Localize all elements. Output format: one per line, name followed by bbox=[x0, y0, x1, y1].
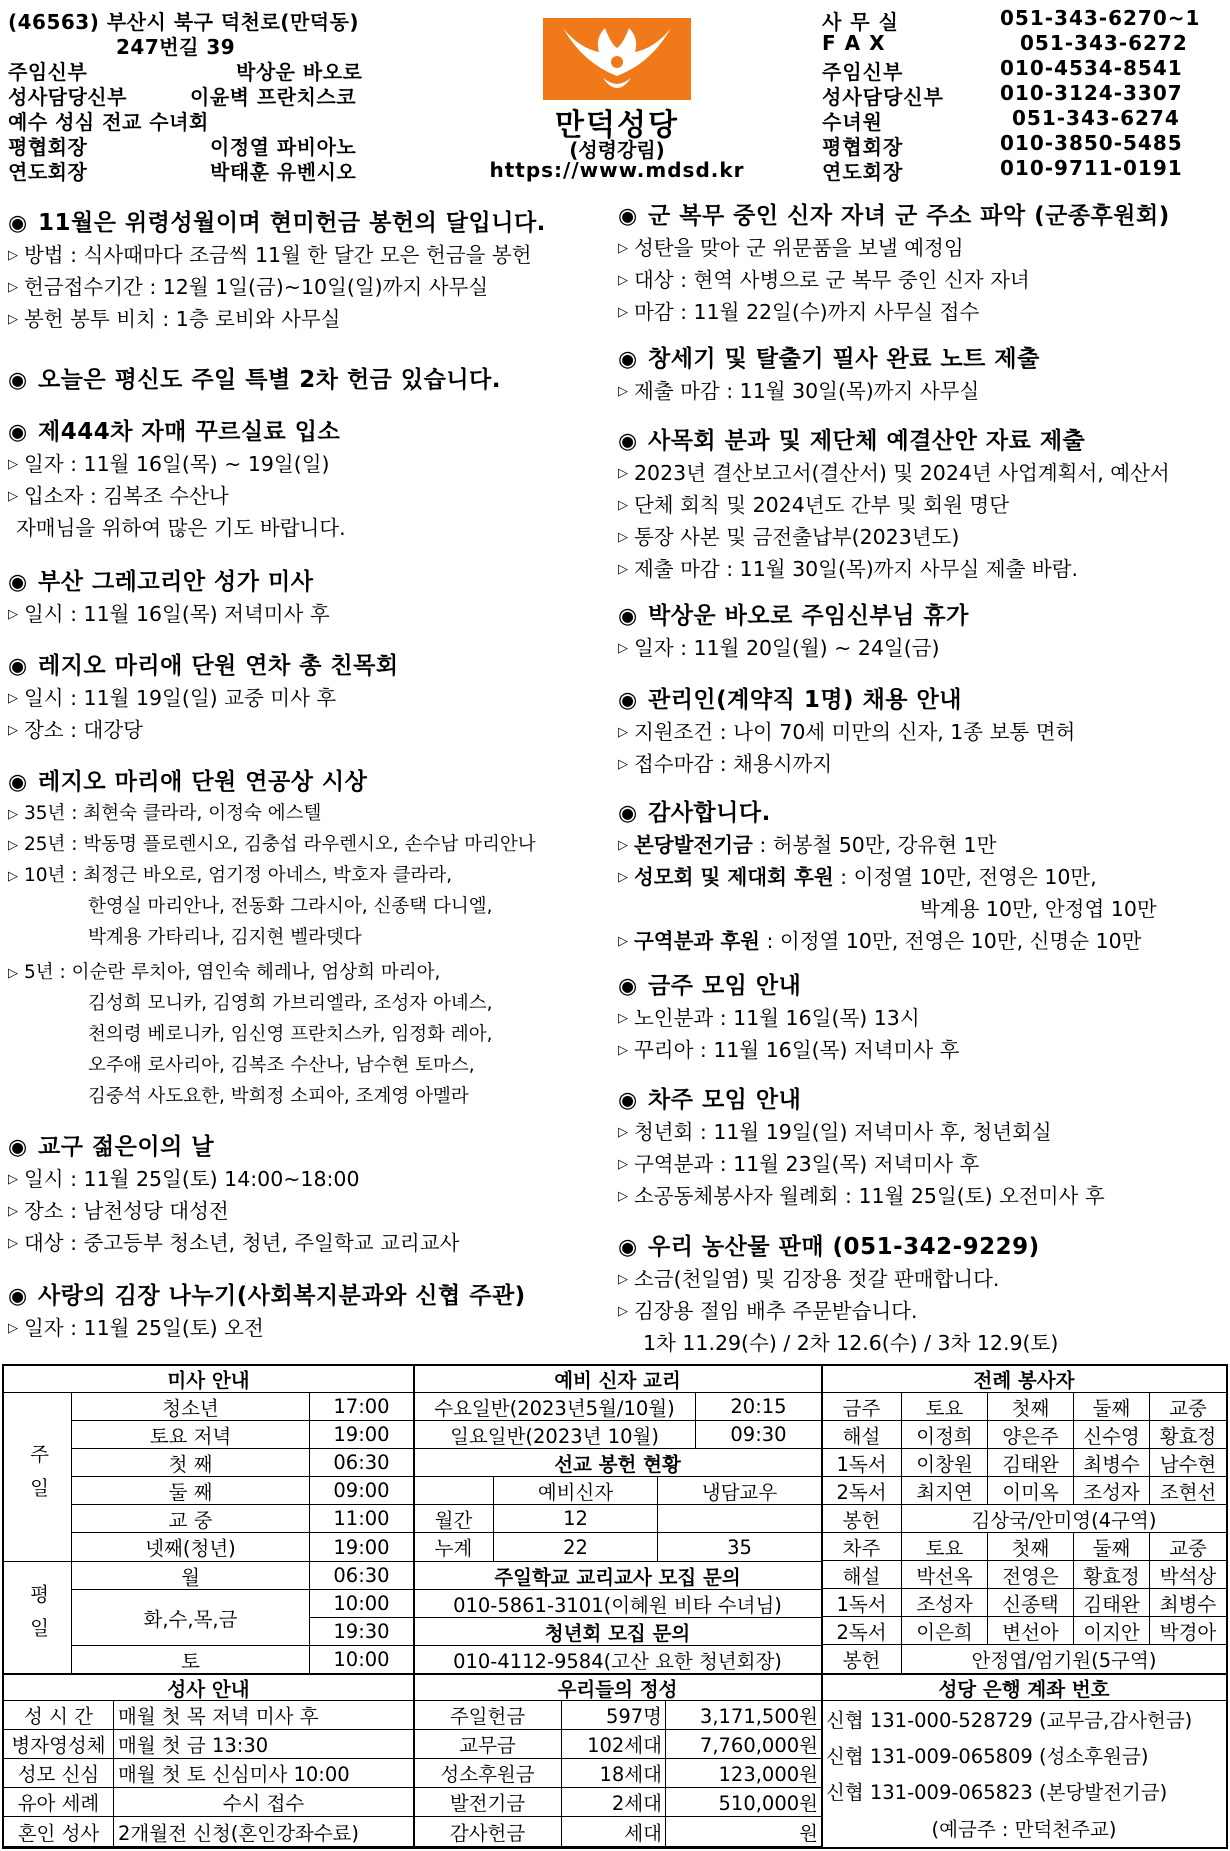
liturgy-server-name: 박석상 bbox=[1150, 1561, 1226, 1589]
contact-label: 성사담당신부 bbox=[822, 85, 944, 109]
liturgy-server-name: 양은주 bbox=[988, 1421, 1074, 1449]
notice-line: ▷ 지원조건 : 나이 70세 미만의 신자, 1종 보통 면허 bbox=[618, 716, 1075, 748]
liturgy-server-name: 변선아 bbox=[988, 1617, 1074, 1645]
triangle-bullet-icon: ▷ bbox=[8, 489, 18, 504]
notice-line: ▷ 일시 : 11월 25일(토) 14:00~18:00 bbox=[8, 1163, 459, 1195]
sacrament-detail: 매월 첫 금 13:30 bbox=[114, 1730, 414, 1759]
bullet-icon: ◉ bbox=[618, 1088, 638, 1113]
triangle-bullet-icon: ▷ bbox=[618, 1125, 628, 1140]
church-name: 만덕성당 bbox=[555, 108, 679, 143]
notice-section bbox=[618, 200, 1170, 328]
notice-section bbox=[618, 797, 1157, 957]
mass-name: 화,수,목,금 bbox=[72, 1590, 310, 1646]
notice-line: ▷ 단체 회칙 및 2024년도 간부 및 회원 명단 bbox=[618, 489, 1170, 521]
sacrament-title: 성사 안내 bbox=[4, 1675, 414, 1701]
notice-title: 창세기 및 탈출기 필사 완료 노트 제출 bbox=[648, 346, 1040, 372]
notice-section bbox=[8, 650, 399, 746]
notice-line: ▷ 김장용 절임 배추 주문받습니다. bbox=[618, 1295, 1058, 1327]
contact-value: 010-9711-0191 bbox=[1000, 156, 1183, 180]
liturgy-server-name: 조성자 bbox=[902, 1589, 988, 1617]
notice-title: 박상운 바오로 주임신부님 휴가 bbox=[648, 603, 969, 629]
thanks-line: ▷ 구역분과 후원 : 이정열 10만, 전영은 10만, 신명순 10만 bbox=[618, 925, 1157, 957]
mass-name: 넷째(청년) bbox=[72, 1533, 310, 1562]
mass-name: 첫 째 bbox=[72, 1449, 310, 1477]
triangle-bullet-icon: ▷ bbox=[618, 1272, 628, 1287]
mass-time: 19:30 bbox=[310, 1618, 414, 1646]
liturgy-role: 봉헌 bbox=[822, 1505, 902, 1533]
mass-time: 10:00 bbox=[310, 1590, 414, 1618]
notice-line: ▷ 대상 : 현역 사병으로 군 복무 중인 신자 자녀 bbox=[618, 264, 1170, 296]
triangle-bullet-icon: ▷ bbox=[8, 1204, 18, 1219]
liturgy-week-label: 금주 bbox=[822, 1393, 902, 1421]
mass-name: 월 bbox=[72, 1562, 310, 1590]
notice-section bbox=[618, 970, 960, 1066]
triangle-bullet-icon: ▷ bbox=[8, 1172, 18, 1187]
liturgy-server-name: 황효정 bbox=[1150, 1421, 1226, 1449]
triangle-bullet-icon: ▷ bbox=[618, 838, 628, 853]
bullet-icon: ◉ bbox=[618, 974, 638, 999]
dove-flame-icon bbox=[543, 18, 691, 100]
liturgy-server-name: 조성자 bbox=[1074, 1477, 1150, 1505]
liturgy-server-name: 황효정 bbox=[1074, 1561, 1150, 1589]
recruit-youth-title: 청년회 모집 문의 bbox=[414, 1618, 822, 1646]
award-line: ▷ 35년 : 최현숙 클라라, 이정숙 에스텔 bbox=[8, 798, 536, 829]
recruit-teacher-title: 주일학교 교리교사 모집 문의 bbox=[414, 1562, 822, 1590]
thanks-line: ▷ 본당발전기금 : 허봉철 50만, 강유현 1만 bbox=[618, 829, 1157, 861]
mass-title: 미사 안내 bbox=[4, 1366, 414, 1393]
mission-col: 예비신자 bbox=[494, 1477, 658, 1505]
mission-value: 12 bbox=[494, 1505, 658, 1533]
mission-col: 냉담교우 bbox=[658, 1477, 822, 1505]
notice-line: ▷ 봉헌 봉투 비치 : 1층 로비와 사무실 bbox=[8, 303, 546, 335]
notice-section bbox=[8, 416, 346, 544]
notice-line: ▷ 입소자 : 김복조 수산나 bbox=[8, 480, 346, 512]
contact-label: 연도회장 bbox=[822, 160, 904, 184]
liturgy-offering-names: 안정엽/엄기원(5구역) bbox=[902, 1645, 1226, 1674]
notice-title: 사랑의 김장 나누기(사회복지분과와 신협 주관) bbox=[38, 1283, 526, 1309]
address-line2: 247번길 39 bbox=[116, 35, 236, 59]
mission-row-label: 월간 bbox=[414, 1505, 494, 1533]
mass-time: 10:00 bbox=[310, 1646, 414, 1674]
liturgy-server-name: 조현선 bbox=[1150, 1477, 1226, 1505]
staff-role: 주임신부 bbox=[8, 60, 88, 84]
offering-category: 성소후원금 bbox=[414, 1759, 562, 1788]
notice-title: 오늘은 평신도 주일 특별 2차 헌금 있습니다. bbox=[38, 367, 501, 393]
notice-title: 레지오 마리애 단원 연공상 시상 bbox=[38, 769, 368, 795]
bank-account: 신협 131-009-065823 (본당발전기금) bbox=[826, 1781, 1168, 1804]
staff-name: 박태훈 유벤시오 bbox=[210, 160, 357, 184]
bullet-icon: ◉ bbox=[618, 688, 638, 713]
triangle-bullet-icon: ▷ bbox=[8, 691, 18, 706]
liturgy-week-label: 차주 bbox=[822, 1533, 902, 1561]
notice-line: ▷ 일자 : 11월 16일(목) ~ 19일(일) bbox=[8, 448, 346, 480]
notice-line: ▷ 소금(천일염) 및 김장용 젓갈 판매합니다. bbox=[618, 1263, 1058, 1295]
liturgy-server-name: 김태완 bbox=[1074, 1589, 1150, 1617]
liturgy-server-name: 이창원 bbox=[902, 1449, 988, 1477]
triangle-bullet-icon: ▷ bbox=[618, 1157, 628, 1172]
catechism-class: 수요일반(2023년5월/10월) bbox=[414, 1393, 696, 1421]
liturgy-server-name: 이미옥 bbox=[988, 1477, 1074, 1505]
liturgy-offering-names: 김상국/안미영(4구역) bbox=[902, 1505, 1226, 1533]
liturgy-col-header: 첫째 bbox=[988, 1393, 1074, 1421]
bullet-icon: ◉ bbox=[618, 1235, 638, 1260]
mass-name: 교 중 bbox=[72, 1505, 310, 1533]
notice-section bbox=[618, 1231, 1058, 1359]
notice-section bbox=[8, 1131, 459, 1259]
offering-count: 세대 bbox=[562, 1817, 666, 1847]
liturgy-server-name: 박경아 bbox=[1150, 1617, 1226, 1645]
award-line: ▷ 10년 : 최정근 바오로, 엄기정 아네스, 박호자 클라라, bbox=[8, 860, 536, 891]
notice-line: ▷ 꾸리아 : 11월 16일(목) 저녁미사 후 bbox=[618, 1034, 960, 1066]
sacrament-name: 혼인 성사 bbox=[4, 1817, 114, 1847]
mass-name: 토 bbox=[72, 1646, 310, 1674]
triangle-bullet-icon: ▷ bbox=[8, 837, 18, 853]
notice-title: 레지오 마리애 단원 연차 총 친목회 bbox=[38, 653, 399, 679]
triangle-bullet-icon: ▷ bbox=[618, 530, 628, 545]
contact-value: 051-343-6272 bbox=[1020, 31, 1188, 55]
notice-line: ▷ 구역분과 : 11월 23일(목) 저녁미사 후 bbox=[618, 1148, 1105, 1180]
liturgy-server-name: 남수현 bbox=[1150, 1449, 1226, 1477]
catechism-time: 20:15 bbox=[696, 1393, 822, 1421]
contact-value: 051-343-6270~1 bbox=[1000, 6, 1201, 30]
bulletin-header bbox=[0, 0, 1230, 185]
offering-amount: 3,171,500원 bbox=[666, 1701, 822, 1730]
offering-category: 교무금 bbox=[414, 1730, 562, 1759]
notice-section bbox=[618, 600, 969, 664]
notice-title: 차주 모임 안내 bbox=[648, 1087, 802, 1113]
mass-name: 둘 째 bbox=[72, 1477, 310, 1505]
offering-count: 2세대 bbox=[562, 1788, 666, 1817]
liturgy-server-name: 최지연 bbox=[902, 1477, 988, 1505]
triangle-bullet-icon: ▷ bbox=[8, 280, 18, 295]
triangle-bullet-icon: ▷ bbox=[8, 723, 18, 738]
notice-line: ▷ 방법 : 식사때마다 조금씩 11월 한 달간 모은 헌금을 봉헌 bbox=[8, 239, 546, 271]
liturgy-col-header: 둘째 bbox=[1074, 1533, 1150, 1561]
bullet-icon: ◉ bbox=[8, 368, 28, 393]
sacrament-name: 병자영성체 bbox=[4, 1730, 114, 1759]
offering-count: 597명 bbox=[562, 1701, 666, 1730]
staff-role: 성사담당신부 bbox=[8, 85, 127, 109]
liturgy-server-name: 최병수 bbox=[1074, 1449, 1150, 1477]
weekday-label: 평일 bbox=[4, 1562, 72, 1674]
triangle-bullet-icon: ▷ bbox=[618, 757, 628, 772]
liturgy-server-name: 전영은 bbox=[988, 1561, 1074, 1589]
liturgy-col-header: 토요 bbox=[902, 1533, 988, 1561]
liturgy-role: 2독서 bbox=[822, 1477, 902, 1505]
notice-line: 자매님을 위하여 많은 기도 바랍니다. bbox=[16, 516, 346, 540]
mission-value bbox=[658, 1505, 822, 1533]
notice-section bbox=[618, 425, 1170, 585]
mass-name: 청소년 bbox=[72, 1393, 310, 1421]
triangle-bullet-icon: ▷ bbox=[618, 870, 628, 885]
bullet-icon: ◉ bbox=[8, 1284, 28, 1309]
offering-title: 우리들의 정성 bbox=[414, 1675, 822, 1701]
liturgy-title: 전례 봉사자 bbox=[822, 1366, 1226, 1393]
bullet-icon: ◉ bbox=[8, 420, 28, 445]
bank-account: 신협 131-009-065809 (성소후원금) bbox=[826, 1745, 1149, 1768]
notice-section bbox=[618, 1084, 1105, 1212]
staff-role: 예수 성심 전교 수녀회 bbox=[8, 110, 209, 134]
award-line: 한영실 마리안나, 전동화 그라시아, 신종택 다니엘, bbox=[88, 896, 493, 917]
liturgy-role: 봉헌 bbox=[822, 1645, 902, 1674]
contact-label: 평협회장 bbox=[822, 135, 904, 159]
column-divider bbox=[821, 1366, 823, 1847]
liturgy-role: 2독서 bbox=[822, 1617, 902, 1645]
notice-line: ▷ 일시 : 11월 16일(목) 저녁미사 후 bbox=[8, 598, 330, 630]
bullet-icon: ◉ bbox=[8, 211, 28, 236]
liturgy-server-name: 이정희 bbox=[902, 1421, 988, 1449]
notice-title: 11월은 위령성월이며 현미헌금 봉헌의 달입니다. bbox=[38, 210, 546, 236]
notice-line: ▷ 청년회 : 11월 19일(일) 저녁미사 후, 청년회실 bbox=[618, 1116, 1105, 1148]
sacrament-detail: 매월 첫 토 신심미사 10:00 bbox=[114, 1759, 414, 1788]
notice-title: 관리인(계약직 1명) 채용 안내 bbox=[648, 687, 962, 713]
triangle-bullet-icon: ▷ bbox=[618, 562, 628, 577]
notice-line: ▷ 제출 마감 : 11월 30일(목)까지 사무실 bbox=[618, 375, 1040, 407]
notice-section bbox=[8, 766, 536, 1112]
notice-title: 부산 그레고리안 성가 미사 bbox=[38, 569, 314, 595]
triangle-bullet-icon: ▷ bbox=[618, 241, 628, 256]
thanks-line: ▷ 성모회 및 제대회 후원 : 이정열 10만, 전영은 10만, bbox=[618, 861, 1157, 893]
mission-row-label: 누계 bbox=[414, 1533, 494, 1562]
sacrament-detail: 2개월전 신청(혼인강좌수료) bbox=[114, 1817, 414, 1847]
notice-line: ▷ 성탄을 맞아 군 위문품을 보낼 예정임 bbox=[618, 232, 1170, 264]
triangle-bullet-icon: ▷ bbox=[618, 934, 628, 949]
bullet-icon: ◉ bbox=[8, 570, 28, 595]
triangle-bullet-icon: ▷ bbox=[8, 1321, 18, 1336]
liturgy-server-name: 박선옥 bbox=[902, 1561, 988, 1589]
bullet-icon: ◉ bbox=[618, 204, 638, 229]
catechism-class: 일요일반(2023년 10월) bbox=[414, 1421, 696, 1449]
notice-line: ▷ 대상 : 중고등부 청소년, 청년, 주일학교 교리교사 bbox=[8, 1227, 459, 1259]
contact-value: 010-3850-5485 bbox=[1000, 131, 1183, 155]
offering-amount: 원 bbox=[666, 1817, 822, 1847]
staff-name: 이정열 파비아노 bbox=[210, 135, 357, 159]
triangle-bullet-icon: ▷ bbox=[8, 457, 18, 472]
bullet-icon: ◉ bbox=[8, 770, 28, 795]
notice-title: 우리 농산물 판매 (051-342-9229) bbox=[648, 1234, 1040, 1260]
triangle-bullet-icon: ▷ bbox=[8, 607, 18, 622]
award-line: 김성희 모니카, 김영희 가브리엘라, 조성자 아녜스, bbox=[88, 993, 493, 1014]
liturgy-role: 해설 bbox=[822, 1561, 902, 1589]
notice-title: 교구 젊은이의 날 bbox=[38, 1134, 215, 1160]
staff-role: 평협회장 bbox=[8, 135, 88, 159]
notice-line: ▷ 2023년 결산보고서(결산서) 및 2024년 사업계획서, 예산서 bbox=[618, 457, 1170, 489]
liturgy-server-name: 이은희 bbox=[902, 1617, 988, 1645]
notice-section bbox=[618, 684, 1075, 780]
mission-value: 22 bbox=[494, 1533, 658, 1562]
award-line: 천의령 베로니카, 임신영 프란치스카, 임정화 레아, bbox=[88, 1024, 493, 1045]
contact-value: 051-343-6274 bbox=[1012, 106, 1180, 130]
notice-line: ▷ 헌금접수기간 : 12월 1일(금)~10일(일)까지 사무실 bbox=[8, 271, 546, 303]
notice-section bbox=[8, 566, 330, 630]
mass-time: 06:30 bbox=[310, 1449, 414, 1477]
liturgy-col-header: 교중 bbox=[1150, 1393, 1226, 1421]
mass-time: 11:00 bbox=[310, 1505, 414, 1533]
staff-name: 박상운 바오로 bbox=[236, 60, 363, 84]
award-line: 김중석 사도요한, 박희정 소피아, 조계영 아멜라 bbox=[88, 1086, 469, 1107]
contact-value: 010-3124-3307 bbox=[1000, 81, 1183, 105]
notice-line: ▷ 마감 : 11월 22일(수)까지 사무실 접수 bbox=[618, 296, 1170, 328]
notice-line: ▷ 일자 : 11월 25일(토) 오전 bbox=[8, 1312, 526, 1344]
notice-section bbox=[8, 207, 546, 335]
offering-amount: 7,760,000원 bbox=[666, 1730, 822, 1759]
triangle-bullet-icon: ▷ bbox=[8, 1236, 18, 1251]
notice-title: 제444차 자매 꾸르실료 입소 bbox=[38, 419, 341, 445]
triangle-bullet-icon: ▷ bbox=[8, 868, 18, 884]
award-line: ▷ 5년 : 이순란 루치아, 염인숙 헤레나, 엄상희 마리아, bbox=[8, 957, 536, 988]
liturgy-server-name: 이지안 bbox=[1074, 1617, 1150, 1645]
triangle-bullet-icon: ▷ bbox=[618, 725, 628, 740]
offering-category: 발전기금 bbox=[414, 1788, 562, 1817]
notice-line: ▷ 장소 : 남천성당 대성전 bbox=[8, 1195, 459, 1227]
offering-count: 102세대 bbox=[562, 1730, 666, 1759]
notice-line: ▷ 제출 마감 : 11월 30일(목)까지 사무실 제출 바람. bbox=[618, 553, 1170, 585]
bullet-icon: ◉ bbox=[618, 801, 638, 826]
bank-holder: (예금주 : 만덕천주교) bbox=[931, 1818, 1117, 1841]
liturgy-col-header: 첫째 bbox=[988, 1533, 1074, 1561]
sacrament-name: 유아 세례 bbox=[4, 1788, 114, 1817]
bullet-icon: ◉ bbox=[8, 1135, 28, 1160]
triangle-bullet-icon: ▷ bbox=[618, 1189, 628, 1204]
offering-category: 주일헌금 bbox=[414, 1701, 562, 1730]
notice-line: ▷ 장소 : 대강당 bbox=[8, 714, 399, 746]
notice-title: 금주 모임 안내 bbox=[648, 973, 802, 999]
staff-role: 연도회장 bbox=[8, 160, 88, 184]
liturgy-server-name: 신수영 bbox=[1074, 1421, 1150, 1449]
notice-title: 사목회 분과 및 제단체 예결산안 자료 제출 bbox=[648, 428, 1086, 454]
column-divider bbox=[413, 1366, 415, 1847]
catechism-title: 예비 신자 교리 bbox=[414, 1366, 822, 1393]
liturgy-server-name: 김태완 bbox=[988, 1449, 1074, 1477]
mass-time: 17:00 bbox=[310, 1393, 414, 1421]
notice-section bbox=[8, 1280, 526, 1344]
mission-value: 35 bbox=[658, 1533, 822, 1562]
liturgy-role: 1독서 bbox=[822, 1449, 902, 1477]
mission-corner bbox=[414, 1477, 494, 1505]
notice-line: ▷ 일시 : 11월 19일(일) 교중 미사 후 bbox=[8, 682, 399, 714]
mass-time: 19:00 bbox=[310, 1533, 414, 1562]
triangle-bullet-icon: ▷ bbox=[618, 498, 628, 513]
contact-value: 010-4534-8541 bbox=[1000, 56, 1183, 80]
contact-label: 수녀원 bbox=[822, 110, 883, 134]
triangle-bullet-icon: ▷ bbox=[618, 384, 628, 399]
bank-account: 신협 131-000-528729 (교무금,감사헌금) bbox=[826, 1709, 1193, 1732]
triangle-bullet-icon: ▷ bbox=[618, 641, 628, 656]
triangle-bullet-icon: ▷ bbox=[8, 806, 18, 822]
liturgy-server-name: 신종택 bbox=[988, 1589, 1074, 1617]
liturgy-col-header: 둘째 bbox=[1074, 1393, 1150, 1421]
liturgy-role: 해설 bbox=[822, 1421, 902, 1449]
award-line: ▷ 25년 : 박동명 플로렌시오, 김충섭 라우렌시오, 손수남 마리안나 bbox=[8, 829, 536, 860]
triangle-bullet-icon: ▷ bbox=[618, 1043, 628, 1058]
sacrament-name: 성 시 간 bbox=[4, 1701, 114, 1730]
notice-line: ▷ 접수마감 : 채용시까지 bbox=[618, 748, 1075, 780]
sacrament-detail: 수시 접수 bbox=[114, 1788, 414, 1817]
notice-section bbox=[618, 343, 1040, 407]
offering-amount: 510,000원 bbox=[666, 1788, 822, 1817]
notice-title: 군 복무 중인 신자 자녀 군 주소 파악 (군종후원회) bbox=[648, 203, 1170, 229]
triangle-bullet-icon: ▷ bbox=[8, 965, 18, 981]
address-line1: (46563) 부산시 북구 덕천로(만덕동) bbox=[8, 10, 360, 34]
mass-name: 토요 저녁 bbox=[72, 1421, 310, 1449]
notice-line: 1차 11.29(수) / 2차 12.6(수) / 3차 12.9(토) bbox=[643, 1331, 1059, 1355]
award-line: 오주애 로사리아, 김복조 수산나, 남수현 토마스, bbox=[88, 1055, 475, 1076]
triangle-bullet-icon: ▷ bbox=[618, 466, 628, 481]
liturgy-role: 1독서 bbox=[822, 1589, 902, 1617]
bank-title: 성당 은행 계좌 번호 bbox=[822, 1675, 1226, 1701]
bullet-icon: ◉ bbox=[8, 654, 28, 679]
notice-line: ▷ 통장 사본 및 금전출납부(2023년도) bbox=[618, 521, 1170, 553]
thanks-line: 박계용 10만, 안정엽 10만 bbox=[920, 897, 1157, 921]
mass-time: 06:30 bbox=[310, 1562, 414, 1590]
liturgy-col-header: 토요 bbox=[902, 1393, 988, 1421]
mission-title: 선교 봉헌 현황 bbox=[414, 1449, 822, 1477]
mass-time: 19:00 bbox=[310, 1421, 414, 1449]
sacrament-detail: 매월 첫 목 저녁 미사 후 bbox=[114, 1701, 414, 1730]
notice-title: 감사합니다. bbox=[648, 800, 771, 826]
bullet-icon: ◉ bbox=[618, 347, 638, 372]
notice-section bbox=[8, 364, 501, 396]
bullet-icon: ◉ bbox=[618, 429, 638, 454]
notice-line: ▷ 일자 : 11월 20일(월) ~ 24일(금) bbox=[618, 632, 969, 664]
info-tables bbox=[2, 1364, 1228, 1849]
recruit-youth-contact: 010-4112-9584(고산 요한 청년회장) bbox=[414, 1646, 822, 1674]
offering-count: 18세대 bbox=[562, 1759, 666, 1788]
offering-amount: 123,000원 bbox=[666, 1759, 822, 1788]
triangle-bullet-icon: ▷ bbox=[618, 1011, 628, 1026]
mass-time: 09:00 bbox=[310, 1477, 414, 1505]
award-line: 박계용 가타리나, 김지현 벨라뎃다 bbox=[88, 927, 362, 948]
church-subtitle: (성령강림) bbox=[569, 138, 665, 162]
contact-label: 사 무 실 bbox=[822, 10, 899, 34]
triangle-bullet-icon: ▷ bbox=[618, 1304, 628, 1319]
liturgy-col-header: 교중 bbox=[1150, 1533, 1226, 1561]
contact-label: F A X bbox=[822, 31, 886, 55]
offering-category: 감사헌금 bbox=[414, 1817, 562, 1847]
notice-line: ▷ 노인분과 : 11월 16일(목) 13시 bbox=[618, 1002, 960, 1034]
catechism-time: 09:30 bbox=[696, 1421, 822, 1449]
triangle-bullet-icon: ▷ bbox=[618, 305, 628, 320]
triangle-bullet-icon: ▷ bbox=[8, 312, 18, 327]
contact-label: 주임신부 bbox=[822, 60, 904, 84]
bullet-icon: ◉ bbox=[618, 604, 638, 629]
notice-line: ▷ 소공동체봉사자 월례회 : 11월 25일(토) 오전미사 후 bbox=[618, 1180, 1105, 1212]
recruit-teacher-contact: 010-5861-3101(이혜원 비타 수녀님) bbox=[414, 1590, 822, 1618]
sacrament-name: 성모 신심 bbox=[4, 1759, 114, 1788]
liturgy-server-name: 최병수 bbox=[1150, 1589, 1226, 1617]
triangle-bullet-icon: ▷ bbox=[618, 273, 628, 288]
sunday-label: 주일 bbox=[4, 1393, 72, 1562]
staff-name: 이윤벽 프란치스코 bbox=[190, 85, 357, 109]
triangle-bullet-icon: ▷ bbox=[8, 248, 18, 263]
church-url[interactable]: https://www.mdsd.kr bbox=[489, 158, 745, 182]
